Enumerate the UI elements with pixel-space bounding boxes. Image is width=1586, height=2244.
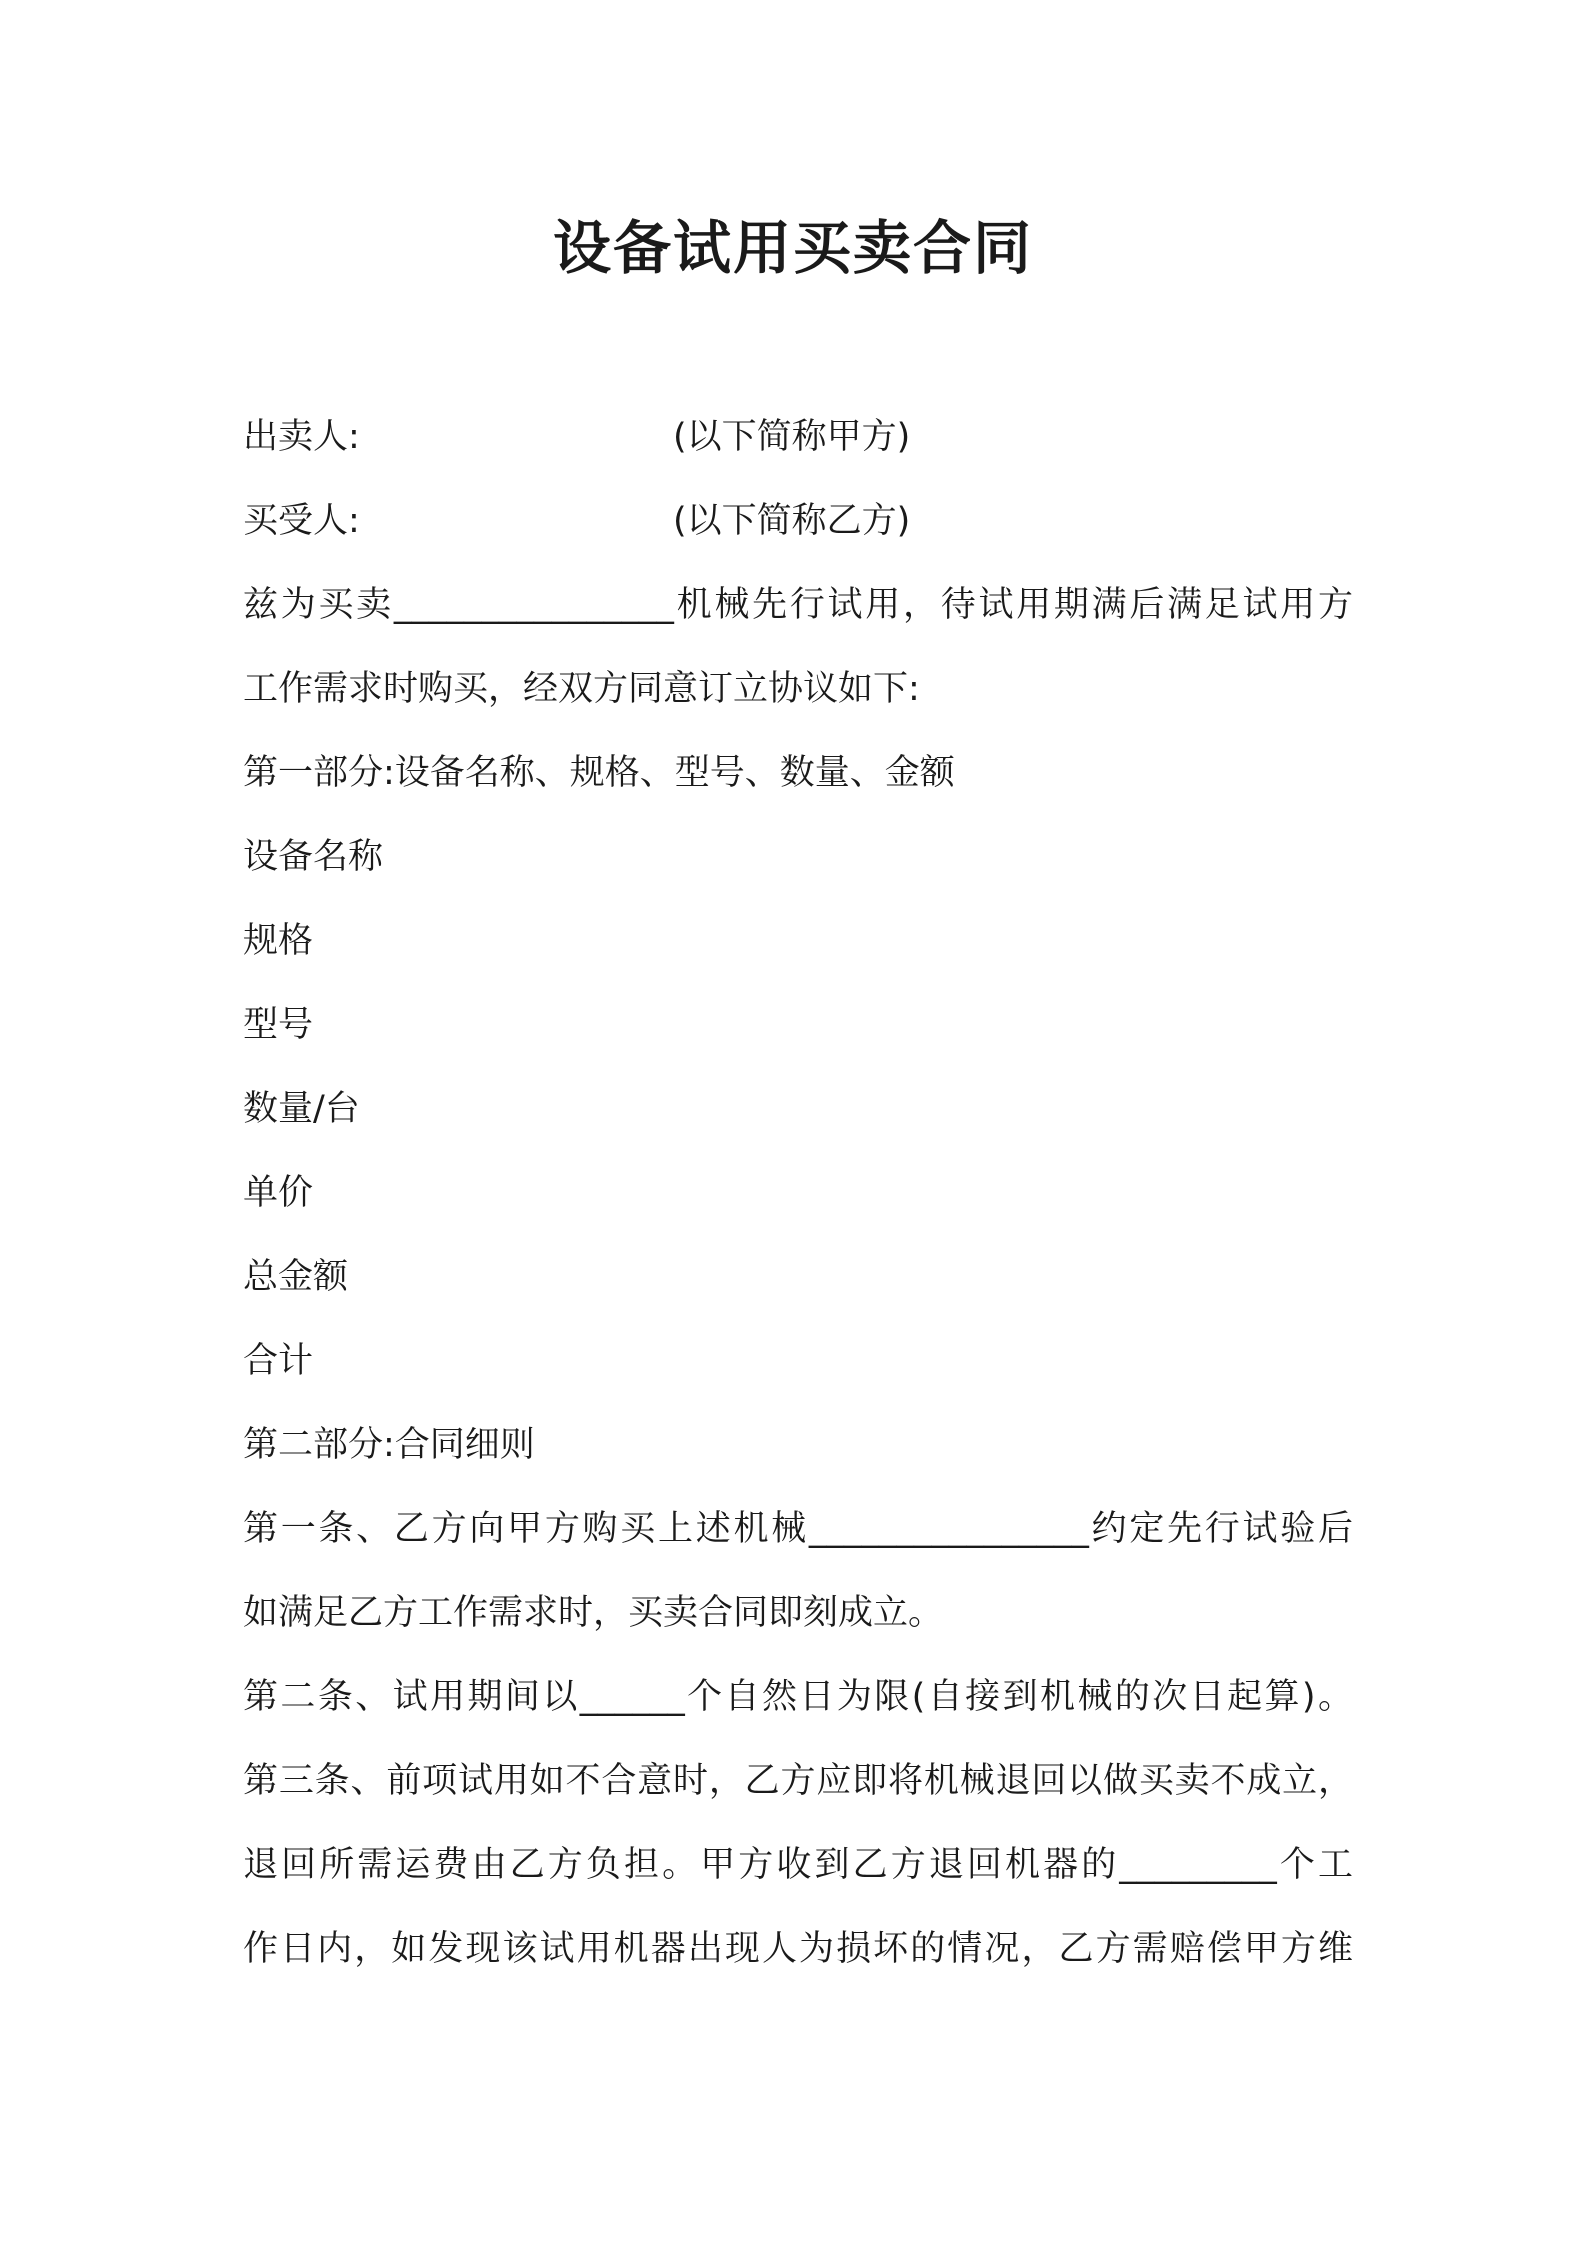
preamble-line-2: 工作需求时购买，经双方同意订立协议如下: <box>243 669 920 709</box>
part-one-heading: 第一部分:设备名称、规格、型号、数量、金额 <box>243 753 955 793</box>
article-3-line-1: 第三条、前项试用如不合意时，乙方应即将机械退回以做买卖不成立， <box>243 1761 1353 1801</box>
field-quantity: 数量/台 <box>243 1089 360 1129</box>
field-specification: 规格 <box>243 921 314 961</box>
seller-label: 出卖人: <box>243 417 360 457</box>
article-3-line-3: 作日内，如发现该试用机器出现人为损坏的情况，乙方需赔偿甲方维 <box>243 1929 1353 1969</box>
buyer-label: 买受人: <box>243 501 360 541</box>
field-model: 型号 <box>243 1005 314 1045</box>
preamble-line-1: 兹为买卖________________机械先行试用，待试用期满后满足试用方 <box>243 585 1353 625</box>
article-2: 第二条、试用期间以______个自然日为限(自接到机械的次日起算)。 <box>243 1677 1353 1717</box>
document-title: 设备试用买卖合同 <box>552 214 1033 282</box>
buyer-note: (以下简称乙方) <box>673 501 911 541</box>
seller-note: (以下简称甲方) <box>673 417 911 457</box>
field-total-amount: 总金额 <box>243 1257 349 1297</box>
field-equipment-name: 设备名称 <box>243 837 384 877</box>
field-sum: 合计 <box>243 1341 314 1381</box>
part-two-heading: 第二部分:合同细则 <box>243 1425 535 1465</box>
field-unit-price: 单价 <box>243 1173 314 1213</box>
article-3-line-2: 退回所需运费由乙方负担。甲方收到乙方退回机器的_________个工 <box>243 1845 1353 1885</box>
article-1-line-1: 第一条、乙方向甲方购买上述机械________________约定先行试验后 <box>243 1509 1353 1549</box>
article-1-line-2: 如满足乙方工作需求时，买卖合同即刻成立。 <box>243 1593 944 1633</box>
